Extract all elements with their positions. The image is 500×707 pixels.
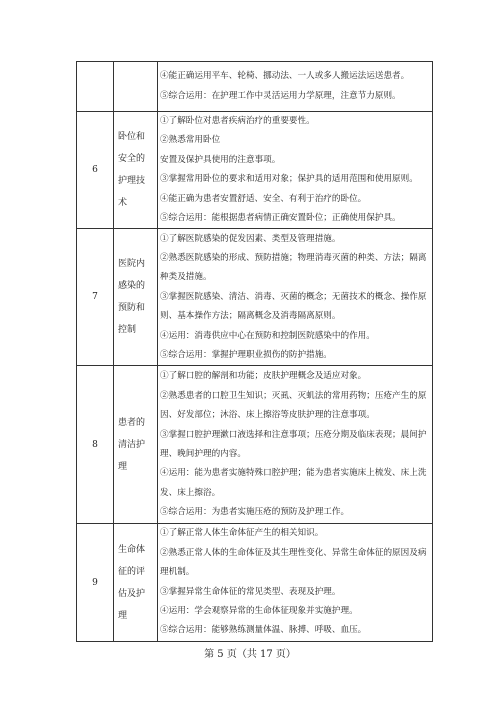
- content-item: ③掌握医院感染、清洁、消毒、灭菌的概念；无菌技术的概念、操作原则、基本操作方法；隔离概念及消毒隔离原则。: [160, 291, 427, 322]
- row-number: [77, 62, 114, 112]
- content-item: ②熟悉正常人体的生命体征及其生理性变化、异常生命体征的原因及病理机制。: [160, 547, 427, 578]
- content-item: ②熟悉常用卧位: [160, 135, 221, 146]
- syllabus-table: [76, 61, 433, 642]
- content-item: ①了解卧位对患者疾病治疗的重要要性。: [160, 116, 315, 126]
- row-number: 6: [77, 112, 114, 229]
- content-item: ④能正确为患者安置舒适、安全、有利于治疗的卧位。: [160, 193, 367, 204]
- table-row: [77, 112, 433, 229]
- table-row: [77, 229, 433, 366]
- row-topic: [114, 62, 158, 112]
- table-row: [77, 62, 433, 112]
- table-row: [77, 524, 433, 641]
- content-item: ④运用：消毒供应中心在预防和控制医院感染中的作用。: [160, 330, 375, 341]
- content-item: ③掌握异常生命体征的常见类型、表现及护理。: [160, 586, 341, 597]
- row-topic: 患者的清洁护理: [114, 366, 158, 524]
- page-footer: 第 5 页（共 17 页）: [204, 649, 296, 660]
- content-item: ⑤综合运用：掌握护理职业损伤的防护措施。: [160, 349, 332, 360]
- content-item: 安置及保护具使用的注意事项。: [160, 154, 281, 165]
- row-topic: 卧位和安全的护理技术: [114, 112, 158, 229]
- row-number: 9: [77, 524, 114, 641]
- row-content: [158, 112, 433, 229]
- row-content: [158, 366, 433, 524]
- table-body: [77, 62, 433, 642]
- content-item: ②熟悉患者的口腔卫生知识；灭虱、灭虮法的常用药物；压疮产生的原因、好发部位；沐浴、床上擦浴等皮肤护理的注意事项。: [160, 390, 427, 421]
- content-item: ②熟悉医院感染的形成、预防措施；物理消毒灭菌的种类、方法；隔离种类及措施。: [160, 252, 427, 283]
- content-item: ⑤综合运用：能够熟练测量体温、脉搏、呼吸、血压。: [160, 625, 367, 636]
- row-number: 7: [77, 229, 114, 366]
- content-item: ①了解医院感染的促发因素、类型及管理措施。: [160, 233, 341, 244]
- content-item: ④运用：学会观察异常的生命体征现象并实施护理。: [160, 606, 358, 617]
- row-content: [158, 62, 433, 112]
- table-row: [77, 366, 433, 524]
- content-item: ⑤综合运用：在护理工作中灵活运用力学原理，注意节力原则。: [160, 90, 401, 101]
- content-item: ⑤综合运用：能根据患者病情正确安置卧位；正确使用保护具。: [160, 213, 401, 224]
- row-topic: 生命体征的评估及护理: [114, 524, 158, 641]
- content-item: ③掌握常用卧位的要求和适用对象；保护具的适用范围和使用原则。: [160, 174, 418, 185]
- content-item: ④运用：能为患者实施特殊口腔护理；能为患者实施床上梳发、床上洗发、床上擦浴。: [160, 468, 427, 498]
- content-item: ③掌握口腔护理漱口液选择和注意事项；压疮分期及临床表现；晨间护理、晚间护理的内容。: [160, 429, 427, 459]
- row-content: [158, 524, 433, 641]
- content-item: ⑤综合运用：为患者实施压疮的预防及护理工作。: [160, 507, 350, 518]
- content-item: ①了解正常人体生命体征产生的相关知识。: [160, 528, 324, 539]
- row-number: 8: [77, 366, 114, 524]
- row-content: [158, 229, 433, 366]
- row-topic: 医院内感染的预防和控制: [114, 229, 158, 366]
- content-item: ①了解口腔的解剖和功能；皮肤护理概念及适应对象。: [160, 371, 367, 382]
- content-item: ④能正确运用平车、轮椅、挪动法、一人或多人搬运法运送患者。: [160, 71, 410, 82]
